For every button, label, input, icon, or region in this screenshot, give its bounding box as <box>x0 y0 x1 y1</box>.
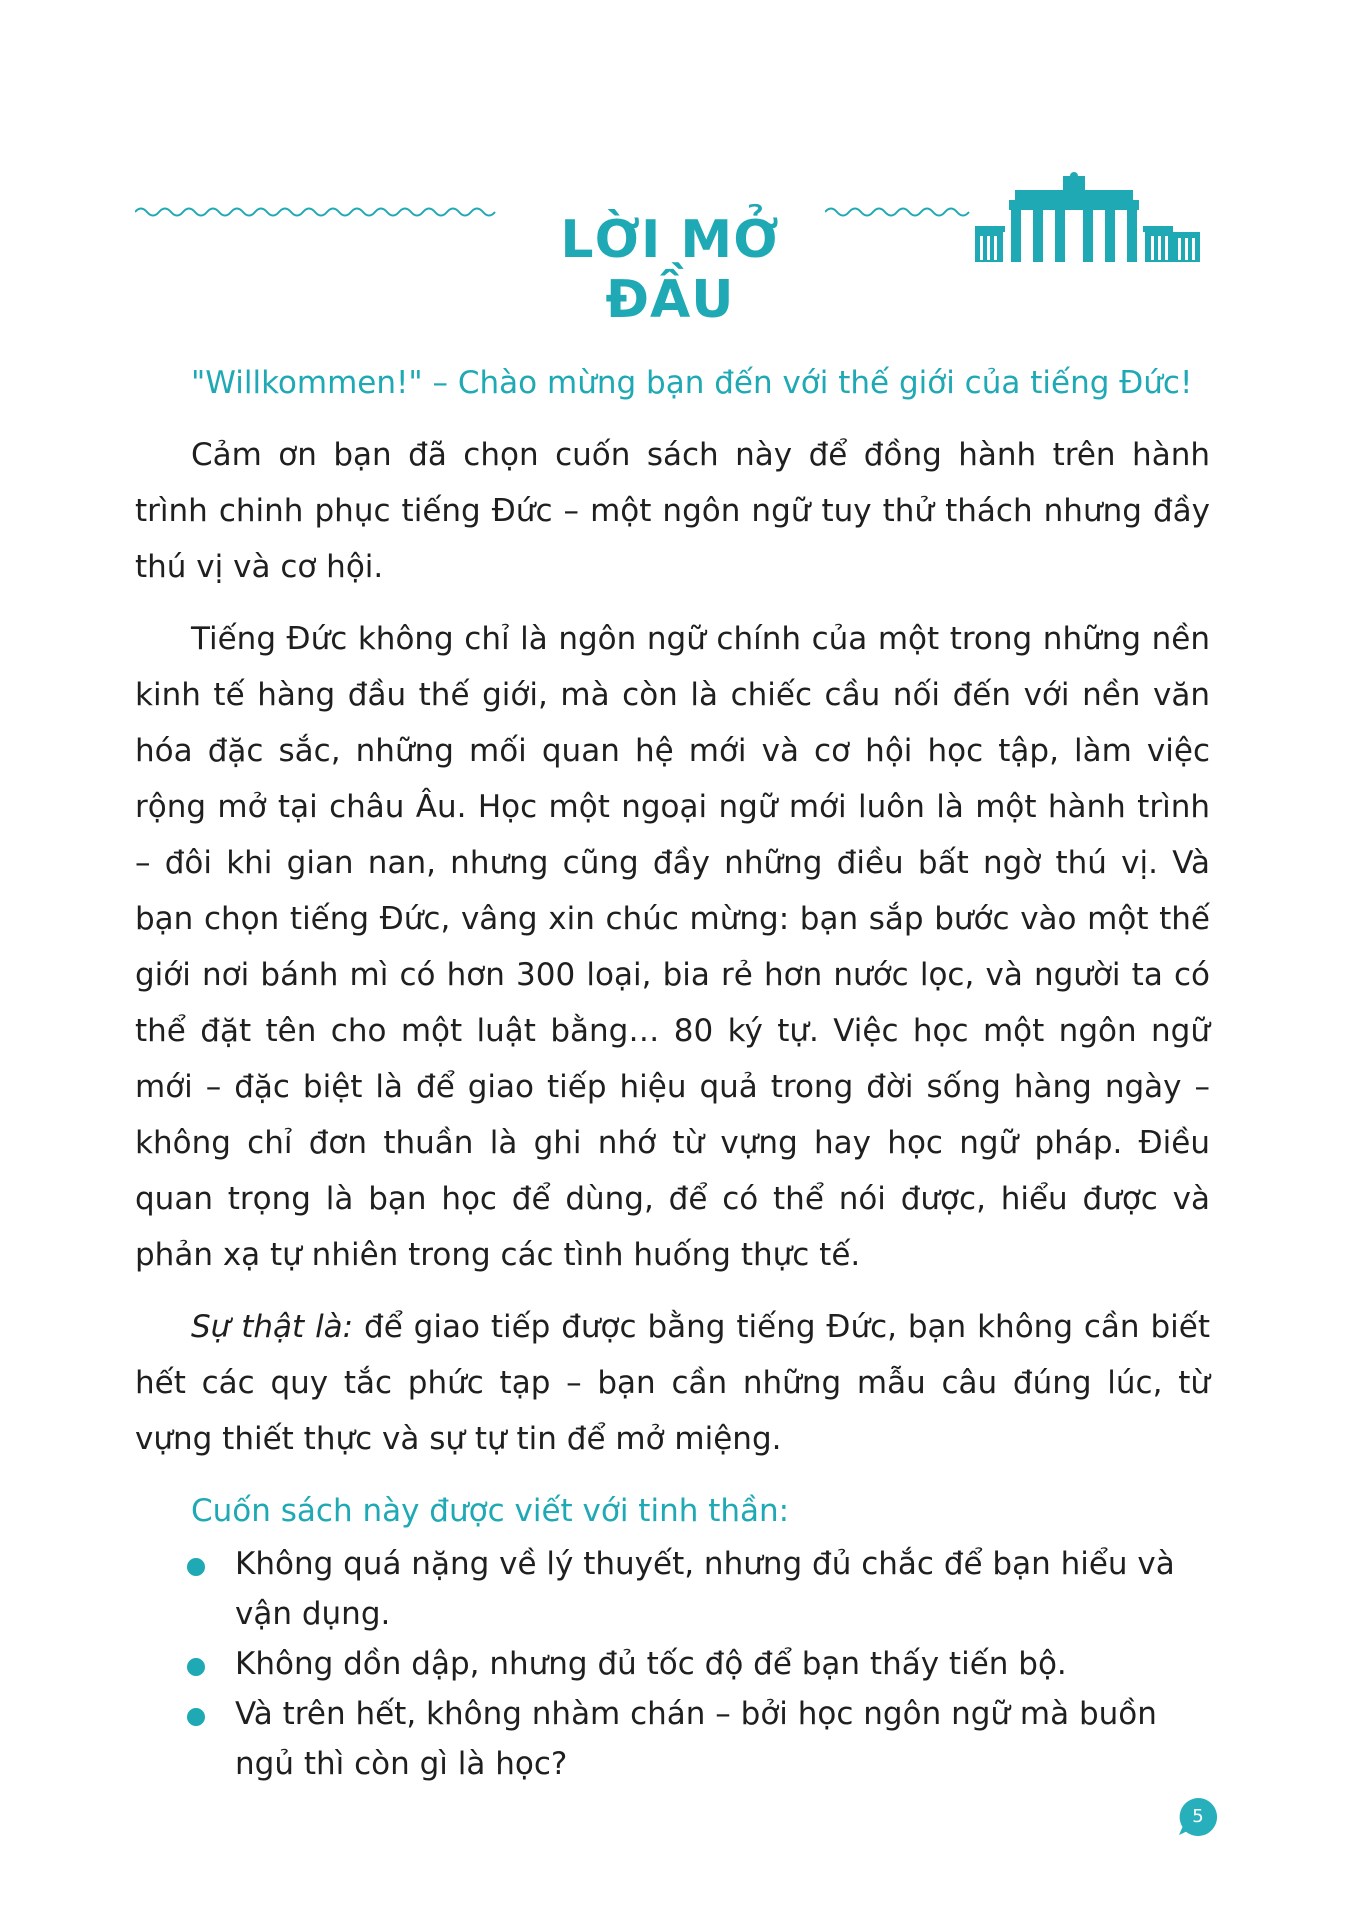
greeting-line: "Willkommen!" – Chào mừng bạn đến với thế giới của tiếng Đức! <box>191 365 1193 401</box>
truth-lead: Sự thật là: <box>191 1309 354 1345</box>
bullet-dot-icon <box>187 1708 205 1726</box>
bullet-dot-icon <box>187 1558 205 1576</box>
list-item: Không quá nặng về lý thuyết, nhưng đủ chắc để bạn hiểu và vận dụng. <box>135 1539 1210 1639</box>
page-title: LỜI MỞ ĐẦU <box>560 210 780 330</box>
paragraph-truth <box>135 1299 1210 1467</box>
list-item: Không dồn dập, nhưng đủ tốc độ để bạn thấy tiến bộ. <box>135 1639 1210 1689</box>
bullet-dot-icon <box>187 1658 205 1676</box>
chapter-header <box>0 150 1355 330</box>
brandenburg-gate-icon <box>975 172 1200 262</box>
paragraph-intro: Cảm ơn bạn đã chọn cuốn sách này để đồng hành trên hành trình chinh phục tiếng Đức – một ngôn ngữ tuy thử thách nhưng đầy thú vị và cơ hội. <box>135 437 1210 585</box>
page-number-badge <box>1178 1797 1218 1837</box>
page-number: 5 <box>1192 1806 1204 1827</box>
wave-divider-right <box>825 202 975 222</box>
list-item: Và trên hết, không nhàm chán – bởi học ngôn ngữ mà buồn ngủ thì còn gì là học? <box>135 1689 1210 1789</box>
spirit-heading: Cuốn sách này được viết với tinh thần: <box>191 1493 790 1529</box>
truth-text: để giao tiếp được bằng tiếng Đức, bạn không cần biết hết các quy tắc phức tạp – bạn cần những mẫu câu đúng lúc, từ vựng thiết thực và sự tự tin để mở miệng. <box>135 1309 1210 1457</box>
spirit-list <box>135 1539 1210 1789</box>
main-content <box>135 355 1210 1789</box>
wave-divider-left <box>135 202 505 222</box>
paragraph-german-importance: Tiếng Đức không chỉ là ngôn ngữ chính của một trong những nền kinh tế hàng đầu thế giới, mà còn là chiếc cầu nối đến với nền văn hóa đặc sắc, những mối quan hệ mới và cơ hội học tập, làm việc rộng mở tại châu Âu. Học một ngoại ngữ mới luôn là một hành trình – đôi khi gian nan, nhưng cũng đầy những điều bất ngờ thú vị. Và bạn chọn tiếng Đức, vâng xin chúc mừng: bạn sắp bước vào một thế giới nơi bánh mì có hơn 300 loại, bia rẻ hơn nước lọc, và người ta có thể đặt tên cho một luật bằng… 80 ký tự. Việc học một ngôn ngữ mới – đặc biệt là để giao tiếp hiệu quả trong đời sống hàng ngày – không chỉ đơn thuần là ghi nhớ từ vựng hay học ngữ pháp. Điều quan trọng là bạn học để dùng, để có thể nói được, hiểu được và phản xạ tự nhiên trong các tình huống thực tế. <box>135 621 1210 1273</box>
